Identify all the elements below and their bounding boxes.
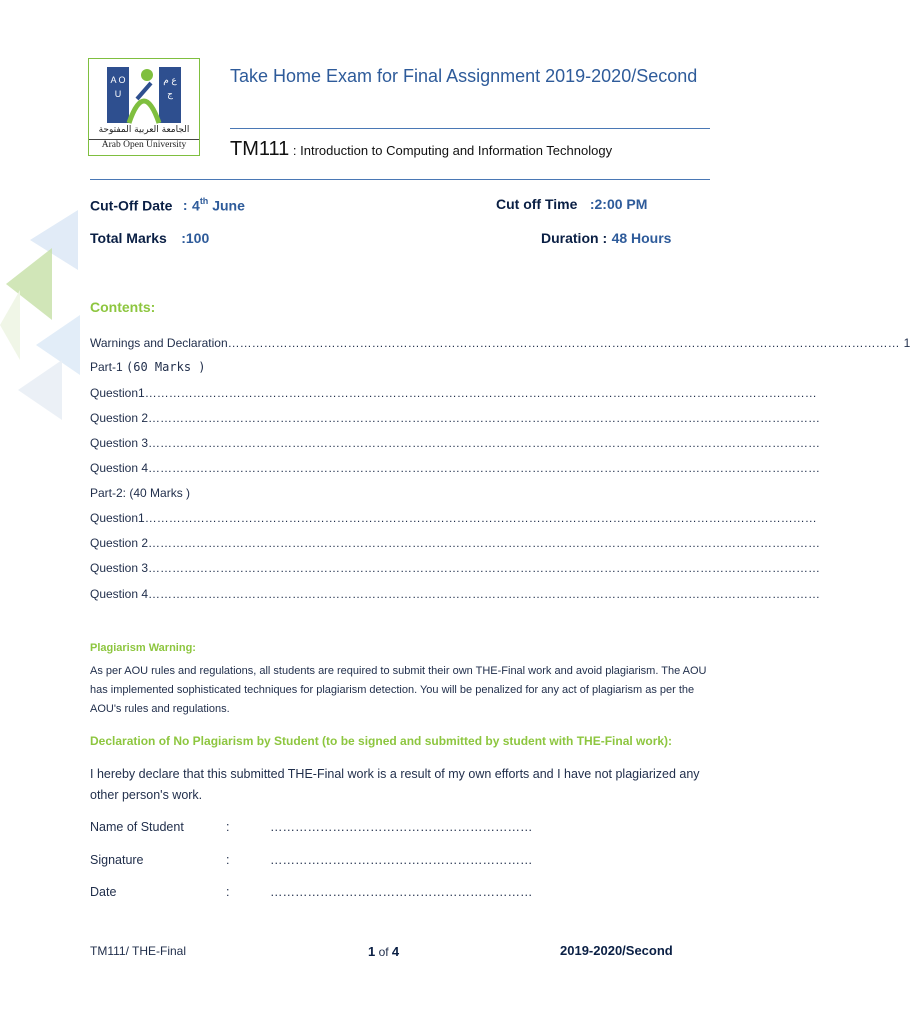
declaration-text: I hereby declare that this submitted THE-Final work is a result of my own efforts and I have not plagiarized any other person's work. xyxy=(90,767,700,802)
toc-item[interactable] xyxy=(90,511,817,525)
toc-item-label: Question 2 xyxy=(90,411,149,425)
header-divider xyxy=(90,179,710,180)
field-colon: : xyxy=(226,853,230,867)
decorative-triangles xyxy=(0,210,90,430)
cutoff-date-day: 4 xyxy=(192,197,200,214)
cutoff-date xyxy=(90,196,245,215)
exam-title: Take Home Exam for Final Assignment 2019-2020/Second xyxy=(230,66,698,86)
toc-item[interactable] xyxy=(90,336,910,350)
toc-item-label: Warnings and Declaration xyxy=(90,336,228,350)
toc-leader: …………………………………………………………………………………………………………………………………………………… xyxy=(148,587,821,601)
toc-item-label: Question 4 xyxy=(90,587,149,601)
toc-leader: …………………………………………………………………………………………………………………………………………………… xyxy=(148,411,821,425)
toc-item-label: Part-2: (40 Marks ) xyxy=(90,486,191,500)
toc-leader: …………………………………………………………………………………………………………………………………………………… xyxy=(148,461,821,475)
duration xyxy=(541,230,671,248)
toc-item-label: Question1 xyxy=(90,386,145,400)
student-name-label: Name of Student xyxy=(90,820,184,834)
toc-item-extra: (60 Marks ) xyxy=(126,360,206,374)
university-logo xyxy=(88,58,200,156)
toc-item[interactable] xyxy=(90,587,821,601)
toc-item-label: Question 3 xyxy=(90,561,149,575)
toc-item[interactable] xyxy=(90,411,821,425)
page-of: of xyxy=(375,945,392,959)
duration-value: 48 Hours xyxy=(611,230,672,246)
toc-item[interactable] xyxy=(90,486,190,500)
toc-item-label: Question 2 xyxy=(90,536,149,550)
cutoff-time-value: :2:00 PM xyxy=(589,196,648,212)
toc-item[interactable] xyxy=(90,386,817,400)
cutoff-date-label: Cut-Off Date xyxy=(90,197,173,214)
total-marks-value: :100 xyxy=(181,230,210,246)
logo-arabic-name: الجامعة العربية المفتوحة xyxy=(98,125,190,135)
toc-item[interactable] xyxy=(90,436,821,450)
declaration-heading: Declaration of No Plagiarism by Student (to be signed and submitted by student with THE-Final work): xyxy=(90,734,673,748)
cutoff-time-label: Cut off Time xyxy=(496,196,578,212)
toc-page-number: 1 xyxy=(903,336,910,350)
toc-leader: …………………………………………………………………………………………………………………………………………………… xyxy=(227,336,900,350)
toc-item[interactable] xyxy=(90,360,206,374)
signature-field[interactable]: ……………………………………………………… xyxy=(270,853,533,867)
toc-leader: …………………………………………………………………………………………………………………………………………………… xyxy=(144,386,817,400)
field-colon: : xyxy=(226,820,230,834)
toc-item[interactable] xyxy=(90,536,821,550)
field-colon: : xyxy=(226,885,230,899)
signature-label: Signature xyxy=(90,853,144,867)
logo-letters-right: ع م ج xyxy=(163,75,177,99)
student-name-field[interactable]: ……………………………………………………… xyxy=(270,820,533,834)
plagiarism-text: As per AOU rules and regulations, all students are required to submit their own THE-Final work and avoid plagiarism. The AOU has implemented sophisticated techniques for plagiarism detection. You will be penalized for any act of plagiarism as per the AOU's rules and regulations. xyxy=(90,665,707,715)
toc-item-label: Part-1 xyxy=(90,360,127,374)
footer-left: TM111/ THE-Final xyxy=(90,944,187,958)
toc-item-label: Question 4 xyxy=(90,461,149,475)
cutoff-date-colon: : xyxy=(182,197,188,214)
toc-leader: …………………………………………………………………………………………………………………………………………………… xyxy=(148,536,821,550)
date-label: Date xyxy=(90,885,117,899)
contents-heading: Contents: xyxy=(90,299,156,315)
cutoff-date-month: June xyxy=(208,197,245,214)
course-description: : Introduction to Computing and Information Technology xyxy=(289,143,613,158)
toc-leader: …………………………………………………………………………………………………………………………………………………… xyxy=(148,561,821,575)
cutoff-time xyxy=(496,196,647,214)
page-number xyxy=(368,943,399,961)
page-total: 4 xyxy=(391,944,400,959)
title-divider xyxy=(230,128,710,129)
page-current: 1 xyxy=(368,944,376,959)
toc-item[interactable] xyxy=(90,561,821,575)
course-line xyxy=(230,138,612,161)
logo-english-name: Arab Open University xyxy=(89,139,199,150)
total-marks-label: Total Marks xyxy=(90,230,167,246)
toc-item-label: Question1 xyxy=(90,511,145,525)
date-field[interactable]: ……………………………………………………… xyxy=(270,885,533,899)
cutoff-date-sup: th xyxy=(199,196,209,206)
toc-leader: …………………………………………………………………………………………………………………………………………………… xyxy=(144,511,817,525)
course-code: TM111 xyxy=(230,138,290,160)
plagiarism-heading: Plagiarism Warning: xyxy=(90,642,196,654)
duration-label: Duration : xyxy=(541,230,608,246)
toc-leader: …………………………………………………………………………………………………………………………………………………… xyxy=(148,436,821,450)
toc-item[interactable] xyxy=(90,461,821,475)
total-marks xyxy=(90,230,209,248)
footer-right: 2019-2020/Second xyxy=(560,943,673,958)
logo-letters-left: A O U xyxy=(110,75,126,99)
toc-item-label: Question 3 xyxy=(90,436,149,450)
